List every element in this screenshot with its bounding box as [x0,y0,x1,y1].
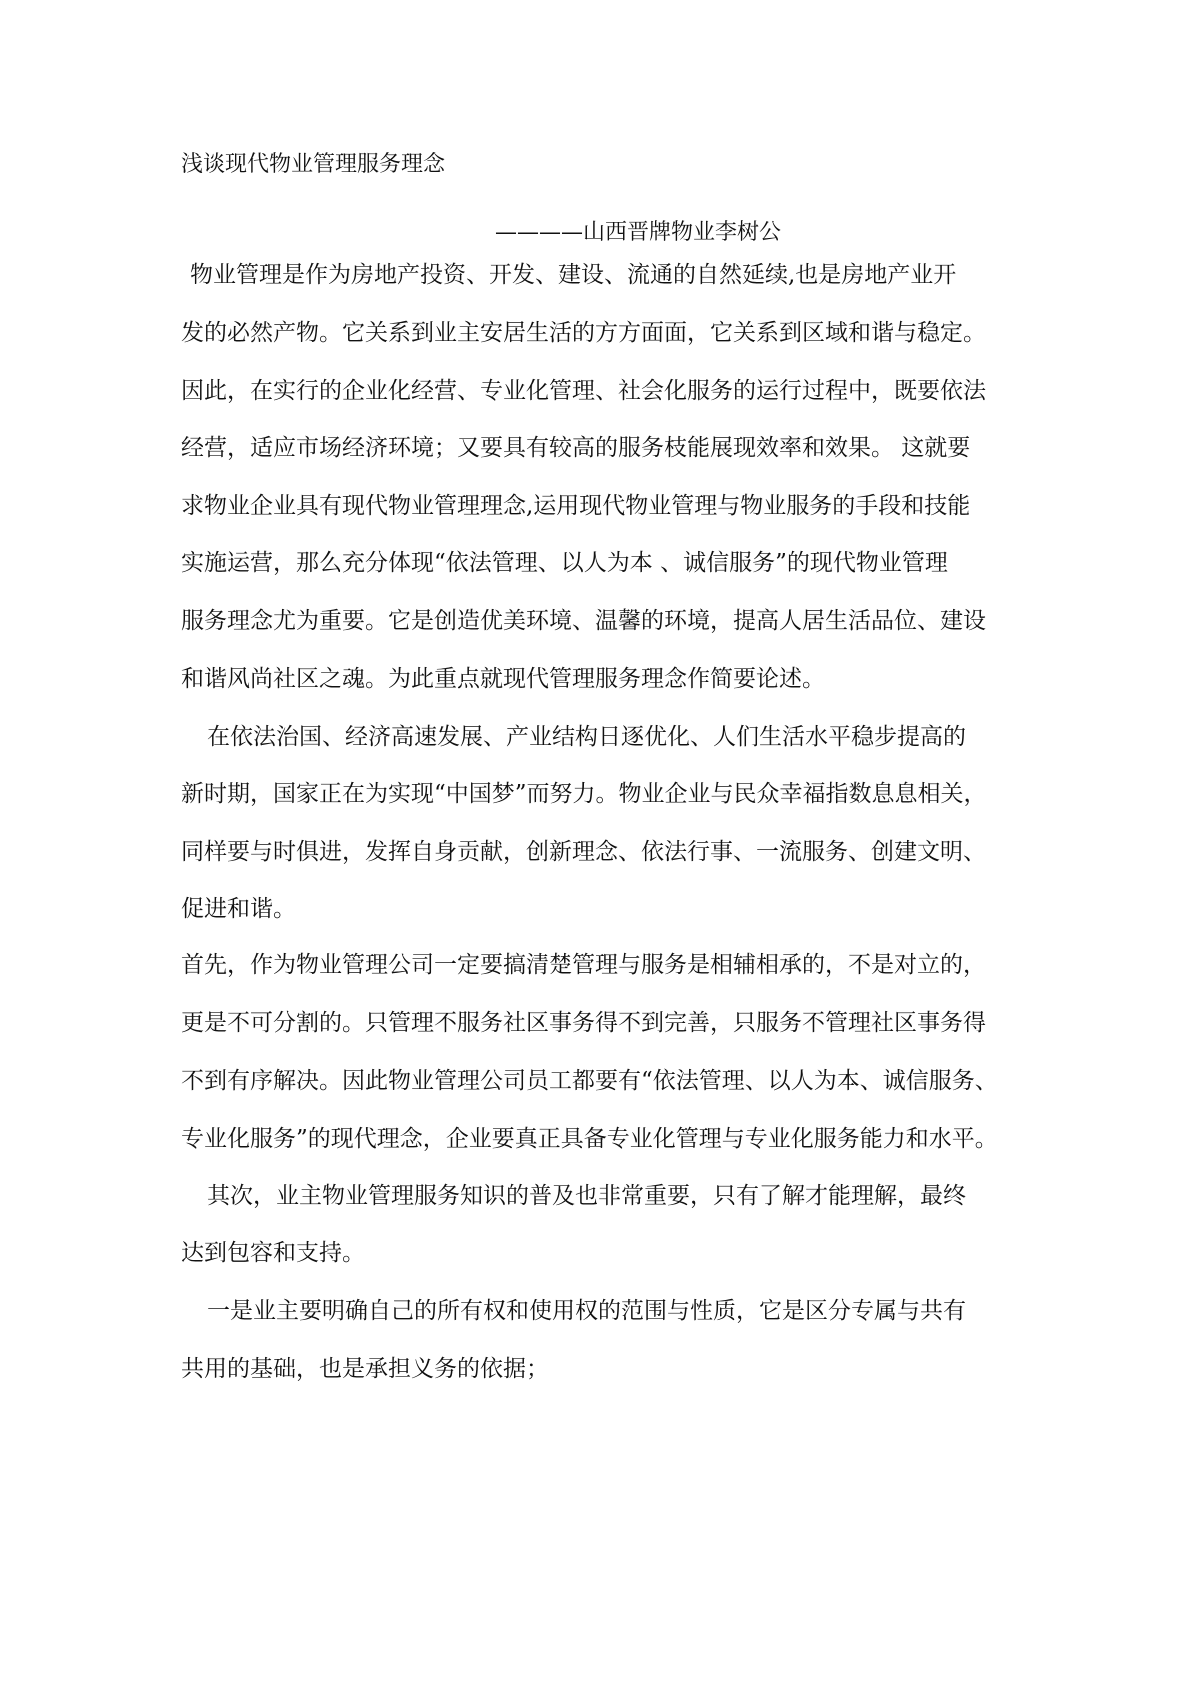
text-line: 更是不可分割的。只管理不服务社区事务得不到完善，只服务不管理社区事务得 [181,1010,986,1036]
text-line: 和谐风尚社区之魂。为此重点就现代管理服务理念作简要论述。 [181,666,825,692]
document-author: ————山西晋牌物业李树公 [495,220,782,245]
document-title: 浅谈现代物业管理服务理念 [181,152,446,177]
text-line: 不到有序解决。因此物业管理公司员工都要有“依法管理、以人为本、诚信服务、 [181,1068,998,1094]
text-line: 实施运营，那么充分体现“依法管理、以人为本 、诚信服务”的现代物业管理 [181,550,948,576]
text-line: 新时期，国家正在为实现“中国梦”而努力。物业企业与民众幸福指数息息相关， [181,781,987,807]
text-line: 达到包容和支持。 [181,1240,365,1266]
text-line: 求物业企业具有现代物业管理理念,运用现代物业管理与物业服务的手段和技能 [181,493,971,519]
text-line: 在依法治国、经济高速发展、产业结构日逐优化、人们生活水平稳步提高的 [207,724,966,750]
text-line: 经营，适应市场经济环境；又要具有较高的服务枝能展现效率和效果。 这就要 [181,435,971,461]
text-line: 发的必然产物。它关系到业主安居生活的方方面面，它关系到区域和谐与稳定。 [181,320,986,346]
text-line: 促进和谐。 [181,896,296,922]
text-line: 物业管理是作为房地产投资、开发、建设、流通的自然延续,也是房地产业开 [190,262,957,288]
text-line: 专业化服务”的现代理念，企业要真正具备专业化管理与专业化服务能力和水平。 [181,1126,998,1152]
text-line: 其次，业主物业管理服务知识的普及也非常重要，只有了解才能理解，最终 [207,1183,966,1209]
text-line: 因此，在实行的企业化经营、专业化管理、社会化服务的运行过程中，既要依法 [181,378,986,404]
text-line: 一是业主要明确自己的所有权和使用权的范围与性质，它是区分专属与共有 [207,1298,966,1324]
text-line: 共用的基础，也是承担义务的依据； [181,1356,549,1382]
text-line: 服务理念尤为重要。它是创造优美环境、温馨的环境，提高人居生活品位、建设 [181,608,986,634]
text-line: 同样要与时俱进，发挥自身贡献，创新理念、依法行事、一流服务、创建文明、 [181,839,986,865]
text-line: 首先，作为物业管理公司一定要搞清楚管理与服务是相辅相承的，不是对立的， [181,952,986,978]
